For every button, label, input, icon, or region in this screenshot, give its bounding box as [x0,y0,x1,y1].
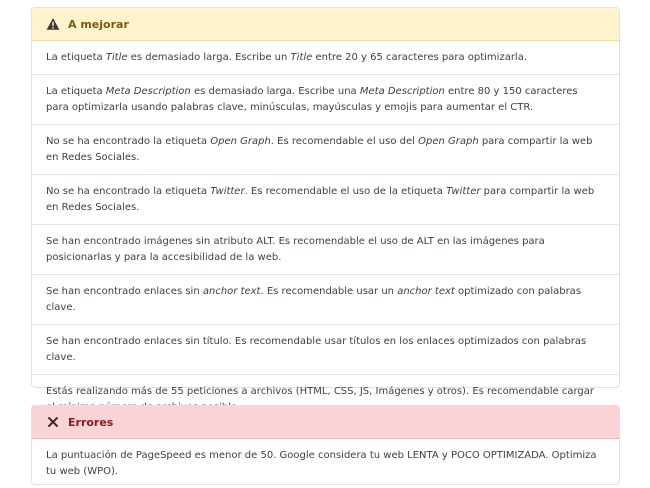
list-item-text: optimizado con palabras clave. [46,286,582,313]
close-x-icon [46,415,60,429]
emphasized-term: Open Graph [418,136,479,147]
list-item [32,225,619,275]
list-item [32,325,619,375]
list-item-text: Se han encontrado enlaces sin [46,286,203,297]
list-item-text: entre 80 y 150 caracteres para optimizarla usando palabras clave, minúsculas, mayúsculas y emojis para aumentar el CTR. [46,86,578,113]
list-item [32,41,619,75]
warnings-list [32,41,619,424]
list-item [32,175,619,225]
list-item-text: . Es recomendable el uso de la etiqueta [244,186,447,197]
errors-card [31,405,620,485]
list-item-text: . Es recomendable el uso del [270,136,419,147]
list-item-text: entre 20 y 65 caracteres para optimizarla. [312,52,528,63]
errors-header [32,406,619,439]
list-item-text: es demasiado larga. Escribe una [190,86,360,97]
list-item-text: Se han encontrado enlaces sin título. Es recomendable usar títulos en los enlaces optimizados con palabras clave. [46,336,587,363]
list-item [32,125,619,175]
list-item-text: Se han encontrado imágenes sin atributo ALT. Es recomendable el uso de ALT en las imágenes para posicionarlas y para la accesibilidad de la web. [46,236,545,263]
list-item-text: La puntuación de PageSpeed es menor de 50. Google considera tu web LENTA y POCO OPTIMIZADA. Optimiza tu web (WPO). [46,450,597,477]
list-item-text: No se ha encontrado la etiqueta [46,136,211,147]
emphasized-term: Title [105,52,128,63]
list-item-text: . Es recomendable usar un [260,286,398,297]
list-item-text: Estás realizando más de 55 peticiones a archivos (HTML, CSS, JS, Imágenes y otros). Es recomendable cargar [46,386,594,397]
emphasized-term: Meta Description [105,86,191,97]
emphasized-term: anchor text [397,286,455,297]
list-item-text: La etiqueta [46,52,106,63]
list-item [32,75,619,125]
errors-title: Errores [68,415,114,429]
list-item [32,275,619,325]
list-item-text: No se ha encontrado la etiqueta [46,186,211,197]
warnings-title: A mejorar [68,17,129,31]
emphasized-term: anchor text [202,286,261,297]
emphasized-term: Twitter [210,186,245,197]
warnings-card [31,7,620,397]
list-item-text: para compartir la web en Redes Sociales. [46,136,593,163]
warning-triangle-icon [46,17,60,31]
list-item-text: para compartir la web en Redes Sociales. [46,186,595,213]
emphasized-term: Twitter [446,186,481,197]
errors-list [32,439,619,488]
emphasized-term: Title [290,52,313,63]
emphasized-term: Open Graph [210,136,271,147]
emphasized-term: Meta Description [359,86,445,97]
list-item-text: es demasiado larga. Escribe un [127,52,291,63]
list-item-text: La etiqueta [46,86,106,97]
warnings-header [32,8,619,41]
list-item [32,439,619,488]
